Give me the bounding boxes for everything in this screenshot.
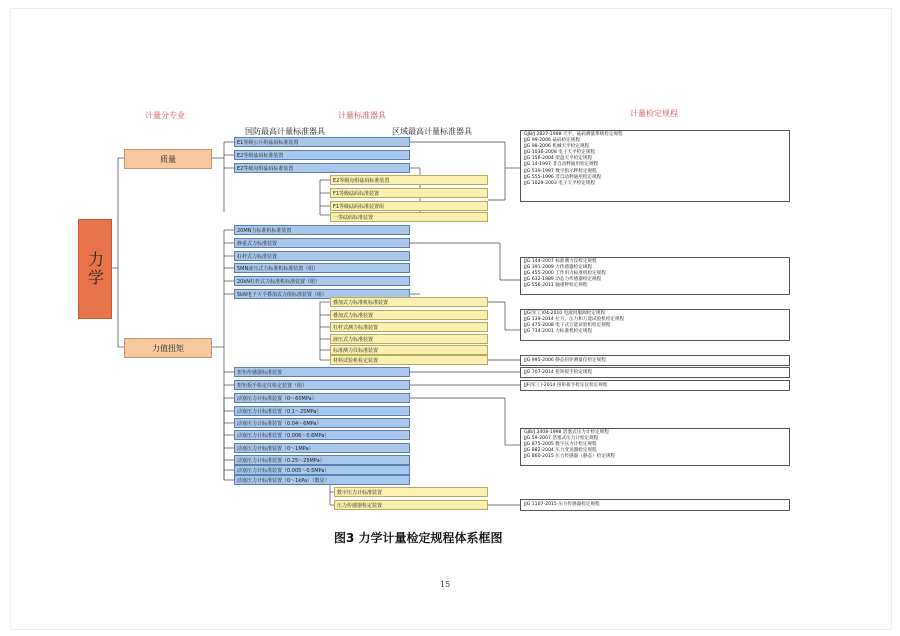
regional-standard-box: 一等砝码标准装置 bbox=[330, 212, 488, 222]
regulation-line: JJG 59-2007 活塞式压力计检定规程 bbox=[524, 436, 599, 442]
regulation-line: JJF(军工)-2014 扭矩扳手检定仪检定规程 bbox=[524, 383, 608, 388]
regulation-line: JJG 139-2014 拉力、压力和万能试验机检定规程 bbox=[524, 317, 625, 323]
regulation-line: JJG 555-1996 非自动秤通用检定规程 bbox=[524, 174, 602, 180]
standard-box: 活塞压力计标准装置（0.1～25MPa） bbox=[234, 406, 410, 416]
regulation-line: GJB/J 2827-1998 天平、砝码测量系统检定规程 bbox=[524, 132, 623, 137]
category-mass: 质量 bbox=[124, 149, 212, 169]
regulation-torque-tester bbox=[520, 380, 790, 391]
regulation-line: JJG 860-2015 压力传感器（静态）检定规程 bbox=[524, 454, 616, 460]
regulation-torque-wrench bbox=[520, 367, 790, 378]
regulation-line: JJG 632-1989 动态力传感器检定规程 bbox=[524, 277, 602, 283]
standard-box: 5kN电子天平叠加式力值标准装置（组） bbox=[234, 289, 410, 299]
standard-box: 20MN力标准机标准装置 bbox=[234, 225, 410, 235]
regulation-line: JJG 556-2011 轴重秤检定规程 bbox=[524, 283, 588, 289]
standard-box: E2等级克组砝码标准装置 bbox=[234, 163, 410, 173]
regulation-line: JJG(军工)04-2010 电液伺服阀检定规程 bbox=[524, 311, 606, 316]
header-standards: 计量标准器具 bbox=[338, 111, 386, 120]
standard-box: 扭矩扳手检定仪检定装置（组） bbox=[234, 380, 410, 390]
regulation-line: JJG 14-1997 非自动秤通用检定规程 bbox=[524, 162, 599, 168]
root-mechanics: 力学 bbox=[78, 219, 112, 319]
standard-box: 扭矩传感器标准装置 bbox=[234, 367, 410, 377]
regulation-pressure-sensor bbox=[520, 499, 790, 511]
standard-box: 活塞压力计标准装置（0.006～0.6MPa） bbox=[234, 430, 410, 440]
regional-standard-box: 液压式力标准装置 bbox=[330, 334, 488, 344]
regulation-line: JJG 391-2009 力传感器检定规程 bbox=[524, 265, 593, 271]
regulation-line: JJG 734-2001 力标准机检定规程 bbox=[524, 329, 593, 335]
regulation-line: JJG 539-1997 数字指示秤检定规程 bbox=[524, 168, 597, 174]
standard-box: 杠杆式力标准装置 bbox=[234, 251, 410, 261]
regulation-line: JJG 882-2004 压力变送器检定规程 bbox=[524, 448, 597, 454]
regulation-line: JJG 875-2005 数字压力计检定规程 bbox=[524, 442, 597, 448]
regulation-line: JJG 144-2007 标准测力仪检定规程 bbox=[524, 259, 597, 264]
regulation-group-mass bbox=[520, 130, 790, 202]
regional-standard-box: 叠加式力标准机标准装置 bbox=[330, 297, 488, 307]
page-number: 15 bbox=[440, 580, 451, 589]
standard-box: 活塞压力计标准装置（0～1MPa） bbox=[234, 443, 410, 453]
category-force-torque: 力值扭矩 bbox=[124, 338, 212, 358]
regional-standard-box: 叠加式力标准装置 bbox=[330, 310, 488, 320]
regulation-line: JJG 156-2004 架盘天平检定规程 bbox=[524, 156, 593, 162]
regulation-line: JJG 455-2000 工作用力标准机检定规程 bbox=[524, 271, 606, 277]
regional-standard-box: 杠杆式测力标准装置 bbox=[330, 322, 488, 332]
regulation-line: JJG 1029-2003 电子天平检定规程 bbox=[524, 180, 595, 186]
regional-standard-box: F1等级砝码标准装置组 bbox=[330, 201, 488, 211]
regulation-group-testing-machine bbox=[520, 309, 790, 341]
regulation-line: JJG 995-2006 静态扭矩测量仪检定规程 bbox=[524, 358, 606, 363]
regulation-line: JJG 99-2006 砝码检定规程 bbox=[524, 138, 580, 144]
header-discipline: 计量分专业 bbox=[145, 111, 185, 120]
standard-box: 活塞压力计标准装置（0.005～0.5MPa） bbox=[234, 465, 410, 475]
regional-standard-box: E2等级克组砝码标准装置 bbox=[330, 175, 488, 185]
regulation-line: JJG 98-2006 机械天平检定规程 bbox=[524, 144, 590, 150]
header-regulations: 计量检定规程 bbox=[630, 109, 678, 118]
regulation-group-pressure bbox=[520, 428, 790, 466]
regulation-line: JJG 1036-2008 电子天平检定规程 bbox=[524, 150, 595, 156]
regulation-line: JJG 475-2008 电子式万能试验机检定规程 bbox=[524, 323, 611, 329]
standard-box: 活塞压力计标准装置（0～60MPa） bbox=[234, 393, 410, 403]
regional-standard-box: 数字压力计标准装置 bbox=[334, 487, 488, 497]
figure-caption: 图3 力学计量检定规程体系框图 bbox=[334, 531, 503, 545]
regulation-group-force bbox=[520, 257, 790, 295]
standard-box: 活塞压力计标准装置（0.25～25MPa） bbox=[234, 455, 410, 465]
standard-box: E1等级公斤组砝码标准装置 bbox=[234, 137, 410, 147]
regulation-line: JJG 1107-2015 压力传感器检定规程 bbox=[524, 502, 600, 507]
standard-box: 活塞压力计标准装置（0.04～6MPa） bbox=[234, 418, 410, 428]
standard-box: 20kN杠杆式力标准机标准装置（组） bbox=[234, 276, 410, 286]
regional-standard-box: 材料试验机检定装置 bbox=[330, 355, 488, 365]
regulation-torque-meter bbox=[520, 355, 790, 366]
subheader-national: 国防最高计量标准器具 bbox=[245, 127, 325, 136]
subheader-regional: 区域最高计量标准器具 bbox=[392, 127, 472, 136]
regional-standard-box: 压力传感器检定装置 bbox=[334, 500, 488, 510]
regional-standard-box: 标准测力仪标准装置 bbox=[330, 345, 488, 355]
standard-box: 5MN液压式力标准机标准装置（组） bbox=[234, 263, 410, 273]
standard-box: 活塞压力计标准装置（0～1kPa）（数显） bbox=[234, 475, 410, 485]
standard-box: E2等级砝码标准装置 bbox=[234, 150, 410, 160]
regulation-line: GJB/J 3408-1998 活塞式压力计检定规程 bbox=[524, 430, 609, 435]
regional-standard-box: F1等级砝码标准装置 bbox=[330, 188, 488, 198]
standard-box: 静重式力标准装置 bbox=[234, 238, 410, 248]
regulation-line: JJG 707-2014 扭矩扳手检定规程 bbox=[524, 370, 593, 375]
